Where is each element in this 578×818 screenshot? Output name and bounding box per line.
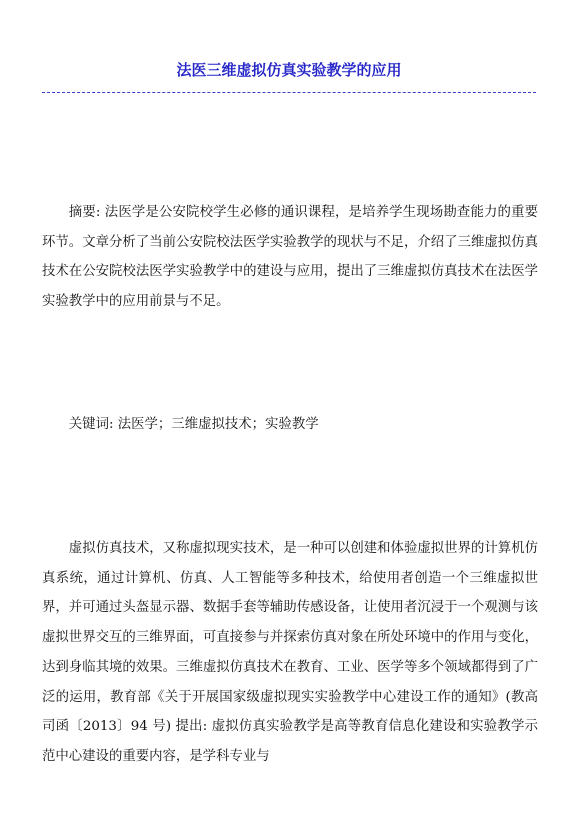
- abstract-paragraph: 摘要: 法医学是公安院校学生必修的通识课程，是培养学生现场勘查能力的重要环节。文章分析了当前公安院校法医学实验教学的现状与不足，介绍了三维虚拟仿真技术在公安院校法医学实验教学中的建设与应用，提出了三维虚拟仿真技术在法医学实验教学中的应用前景与不足。: [42, 205, 538, 310]
- title-divider: [42, 92, 536, 93]
- keywords-paragraph: 关键词: 法医学；三维虚拟技术；实验教学: [68, 417, 319, 432]
- document-title: 法医三维虚拟仿真实验教学的应用: [176, 61, 402, 79]
- body-paragraph: 虚拟仿真技术，又称虚拟现实技术，是一种可以创建和体验虚拟世界的计算机仿真系统，通过计算机、仿真、人工智能等多种技术，给使用者创造一个三维虚拟世界，并可通过头盔显示器、数据手套等辅助传感设备，让使用者沉浸于一个观测与该虚拟世界交互的三维界面，可直接参与并探索仿真对象在所处环境中的作用与变化，达到身临其境的效果。三维虚拟仿真技术在教育、工业、医学等多个领域都得到了广泛的运用，教育部《关于开展国家级虚拟现实实验教学中心建设工作的通知》(教高司函〔2013〕94 号) 提出: 虚拟仿真实验教学是高等教育信息化建设和实验教学示范中心建设的重要内容，是学科专业与: [42, 541, 538, 764]
